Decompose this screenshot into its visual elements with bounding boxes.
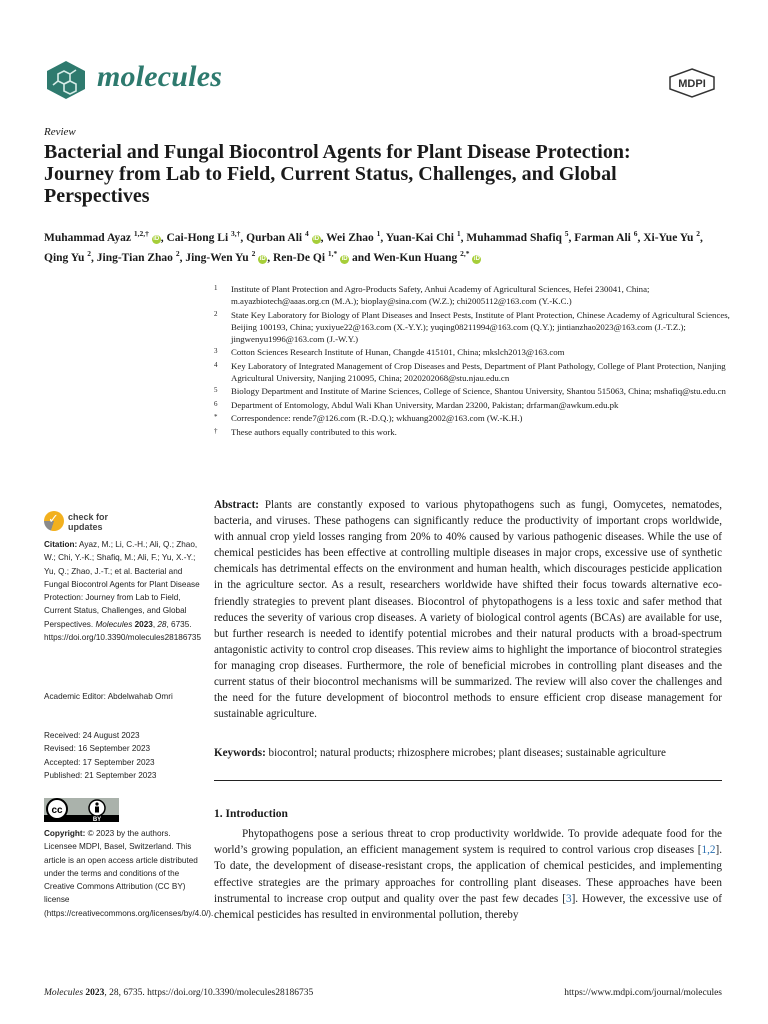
copyright-block <box>44 827 214 920</box>
article-title: Bacterial and Fungal Biocontrol Agents for Plant Disease Protection: Journey from Lab to Field, Current Status, Challenges, and Global Perspectives <box>44 141 631 207</box>
author-affiliation-marks: 1,2,† <box>133 229 149 238</box>
copyright-label: Copyright: <box>44 829 86 838</box>
citation-volume: 28 <box>157 619 167 629</box>
author-name[interactable]: Cai-Hong Li <box>166 231 232 244</box>
orcid-icon[interactable]: iD <box>153 235 160 242</box>
author-affiliation-marks: 3,† <box>231 229 241 238</box>
reference-link[interactable]: 1,2 <box>701 844 716 857</box>
check-updates-icon <box>44 511 64 531</box>
author-name[interactable]: Muhammad Ayaz <box>44 231 134 244</box>
author-name[interactable]: Wen-Kun Huang <box>373 251 461 264</box>
orcid-icon[interactable]: iD <box>313 235 320 242</box>
citation-journal: Molecules <box>95 619 133 629</box>
author-name[interactable]: Qurban Ali <box>246 231 305 244</box>
affiliation-marker: 5 <box>214 386 218 395</box>
keywords-text: biocontrol; natural products; rhizosphere microbes; plant diseases; sustainable agriculture <box>268 747 666 759</box>
affiliation-marker: 2 <box>214 309 218 318</box>
affiliation-text: Key Laboratory of Integrated Management of Crop Diseases and Pests, Department of Plant Pathology, College of Plant Protection, Nanjing Agricultural University, Nanjing 210095, China; 2020202068@stu.njau.edu.cn <box>231 360 726 383</box>
affiliation-marker: 1 <box>214 284 218 292</box>
abstract <box>214 497 722 722</box>
affiliation-item <box>214 399 734 411</box>
orcid-icon[interactable]: iD <box>341 255 348 262</box>
author-affiliation-marks: 2 <box>87 248 92 258</box>
affiliation-marker: 6 <box>214 399 218 408</box>
author-name[interactable]: Wei Zhao <box>326 231 377 244</box>
check-updates-line2: updates <box>68 522 103 532</box>
affiliation-item <box>214 426 734 438</box>
citation-block: Citation: Ayaz, M.; Li, C.-H.; Ali, Q.; Zhao, W.; Chi, Y.-K.; Shafiq, M.; Ali, F.; Yu, X.-Y.; Yu, Q.; Zhao, J.-T.; et al. Bacterial and Fungal Biocontrol Agents for Plant Disease Protection: Journey from Lab to Field, Current Status, Challenges, and Global Perspectives. Molecules 2023, 28, 6735. https://doi.org/10.3390/molecules28186735 <box>44 540 202 643</box>
author-affiliation-marks: 6 <box>633 229 638 238</box>
author-affiliation-marks: 1 <box>376 229 381 238</box>
affiliation-text: Institute of Plant Protection and Agro-Products Safety, Anhui Academy of Agricultural Sciences, Hefei 230041, China; m.ayazbiotech@aaas.org.cn (M.A.); bioplay@sina.com (W.Z.); chi2005112@163.com (Y.-K.C.) <box>231 284 650 307</box>
section-heading-introduction: 1. Introduction <box>214 808 288 820</box>
affiliation-text: These authors equally contributed to this work. <box>231 426 397 437</box>
copyright-text: © 2023 by the authors. Licensee MDPI, Basel, Switzerland. This article is an open access article distributed under the terms and conditions of the Creative Commons Attribution (CC BY) license (https://creativecommons.org/licenses/by/4.0/). <box>44 829 214 918</box>
affiliation-item <box>214 283 734 307</box>
author-affiliation-marks: 2 <box>251 248 256 258</box>
reference-link[interactable]: 3 <box>565 892 572 905</box>
svg-text:cc: cc <box>51 805 63 816</box>
orcid-icon[interactable]: iD <box>473 255 480 262</box>
intro-text-1: Phytopathogens pose a serious threat to crop productivity worldwide. To provide adequate food for the world’s growing population, an efficient management system is required to control various crop diseases [ <box>214 828 722 857</box>
author-name[interactable]: Yuan-Kai Chi <box>385 231 457 244</box>
affiliations <box>214 283 734 439</box>
academic-editor: Academic Editor: Abdelwahab Omri <box>44 692 173 701</box>
footer-doi[interactable]: , 28, 6735. https://doi.org/10.3390/molecules28186735 <box>104 988 314 998</box>
published-date: Published: 21 September 2023 <box>44 770 157 780</box>
affiliation-item <box>214 309 734 346</box>
affiliation-marker: 3 <box>214 347 218 356</box>
keywords <box>214 745 722 761</box>
citation-doi[interactable]: , 6735. https://doi.org/10.3390/molecules28186735 <box>44 619 202 643</box>
citation-label: Citation: <box>44 540 78 549</box>
footer-journal-url[interactable]: https://www.mdpi.com/journal/molecules <box>564 988 722 998</box>
publication-dates <box>44 729 202 782</box>
affiliation-text: Cotton Sciences Research Institute of Hunan, Changde 415101, China; mkslch2013@163.com <box>231 347 565 358</box>
abstract-label: Abstract: <box>214 499 259 511</box>
article-type: Review <box>44 126 76 138</box>
journal-name: molecules <box>97 60 223 93</box>
footer-year: 2023 <box>85 988 105 998</box>
cc-by-license-icon[interactable] <box>44 798 119 822</box>
affiliation-marker: † <box>214 426 218 435</box>
intro-text-3: ]. However, the excessive use of chemical pesticides has resulted in environmental pollution, thereby <box>214 892 723 922</box>
affiliation-item <box>214 346 734 358</box>
affiliation-item <box>214 412 734 424</box>
author-name[interactable]: Jing-Tian Zhao <box>96 251 176 264</box>
check-for-updates-badge[interactable] <box>44 511 144 535</box>
author-affiliation-marks: 1 <box>456 229 461 238</box>
mdpi-logo-text: MDPI <box>678 78 706 90</box>
author-name[interactable]: Muhammad Shafiq <box>466 231 565 244</box>
orcid-icon[interactable]: iD <box>259 255 266 262</box>
revised-date: Revised: 16 September 2023 <box>44 744 151 754</box>
author-name[interactable]: Jing-Wen Yu <box>185 251 252 264</box>
molecules-logo-icon <box>44 60 88 100</box>
affiliation-text: Department of Entomology, Abdul Wali Khan University, Mardan 23200, Pakistan; drfarman@awkum.edu.pk <box>231 399 619 410</box>
author-name[interactable]: Xi-Yue Yu <box>643 231 697 244</box>
cc-by-text: BY <box>92 817 102 822</box>
section-divider <box>214 780 722 781</box>
intro-text-2: ]. To date, the development of disease-resistant crops, the application of chemical pesticides, and implementing effective strategies are the primary approaches for controlling plant diseases. These approaches have been instrumental to increase crop output and quality over the past few decades [ <box>214 844 722 905</box>
introduction-paragraph <box>214 826 722 923</box>
check-updates-line1: check for <box>68 512 109 522</box>
author-name[interactable]: Qing Yu <box>44 251 88 264</box>
footer-citation <box>44 988 313 998</box>
affiliation-item <box>214 360 734 384</box>
accepted-date: Accepted: 17 September 2023 <box>44 757 155 767</box>
received-date: Received: 24 August 2023 <box>44 731 140 740</box>
footer-journal: Molecules <box>44 988 84 998</box>
affiliation-marker: 4 <box>214 360 218 369</box>
author-name[interactable]: Farman Ali <box>574 231 634 244</box>
affiliation-text: Correspondence: rende7@126.com (R.-D.Q.); wkhuang2002@163.com (W.-K.H.) <box>231 413 523 424</box>
author-affiliation-marks: 4 <box>304 229 309 238</box>
mdpi-logo-icon <box>667 68 717 98</box>
author-affiliation-marks: 5 <box>564 229 569 238</box>
author-affiliation-marks: 2 <box>175 248 180 258</box>
affiliation-text: State Key Laboratory for Biology of Plant Diseases and Insect Pests, Institute of Plant Protection, Chinese Academy of Agricultural Sciences, Beijing 100193, China; yuxiyue22@163.com (X.-Y.Y.); yuqing08211994@163.com (Q.Y.); jintianzhao2023@163.com (J.-T.Z.); jingwenyu1996@163.com (J.-W.Y.) <box>231 309 730 344</box>
keywords-label: Keywords: <box>214 747 266 759</box>
author-conjunction: and <box>349 251 374 264</box>
affiliation-item <box>214 385 734 397</box>
affiliation-text: Biology Department and Institute of Marine Sciences, College of Science, Shantou University, Shantou 515063, China; mshafiq@stu.edu.cn <box>231 386 726 397</box>
author-affiliation-marks: 1,* <box>327 248 338 258</box>
citation-text: Ayaz, M.; Li, C.-H.; Ali, Q.; Zhao, W.; Chi, Y.-K.; Shafiq, M.; Ali, F.; Yu, X.-Y.; Yu, Q.; Zhao, J.-T.; et al. Bacterial and Fungal Biocontrol Agents for Plant Disease Protection: Journey from Lab to Field, Current Status, Challenges, and Global Perspectives. <box>44 540 200 629</box>
author-affiliation-marks: 2 <box>696 229 701 238</box>
affiliation-marker: * <box>214 413 218 422</box>
author-name[interactable]: Ren-De Qi <box>272 251 328 264</box>
abstract-text: Plants are constantly exposed to various phytopathogens such as fungi, Oomycetes, nematodes, bacteria, and viruses. These pathogens can significantly reduce the productivity of important crops worldwide, with annual crop yield losses ranging from 20% to 40% caused by various pathogenic diseases. While the use of chemical pesticides has been effective at controlling multiple diseases in major crops, excessive use of synthetic chemicals has detrimental effects on the environment and human health, which discourages pesticide application in the agriculture sector. As a result, researchers worldwide have shifted their focus towards alternative eco-friendly strategies to prevent plant diseases. Biocontrol of phytopathogens is a less toxic and safer method that reduces the severity of various crop diseases. A variety of biological control agents (BCAs) are available for use, but further research is needed to identify potential microbes and their natural products with a broad-spectrum antagonistic activity to control crop diseases. This review aims to highlight the importance of biocontrol strategies for managing crop diseases. Furthermore, the role of beneficial microbes in controlling plant diseases and the current status of their biocontrol mechanisms will be summarized. The review will also cover the challenges and the need for the future development of biocontrol methods to ensure efficient crop disease management for sustainable agriculture. <box>214 499 722 721</box>
citation-year: 2023 <box>134 619 153 629</box>
author-affiliation-marks: 2,* <box>460 248 470 258</box>
author-list: Muhammad Ayaz $^{1,2,\dagger}$ iD , Cai-Hong Li $^{3,\dagger}$, Qurban Ali $^4$ iD , Wei Zhao $^1$, Yuan-Kai Chi $^1$, Muhammad Shafiq $^5$, Farman Ali $^6$, Xi-Yue Yu $^2$, Qing Yu $^2$, Jing-Tian Zhao $^2$, Jing-Wen Yu $^2$ iD , Ren-De Qi $^{1,*}$ iD and Wen-Kun Huang $^{2,*}$ iD <box>44 229 703 264</box>
